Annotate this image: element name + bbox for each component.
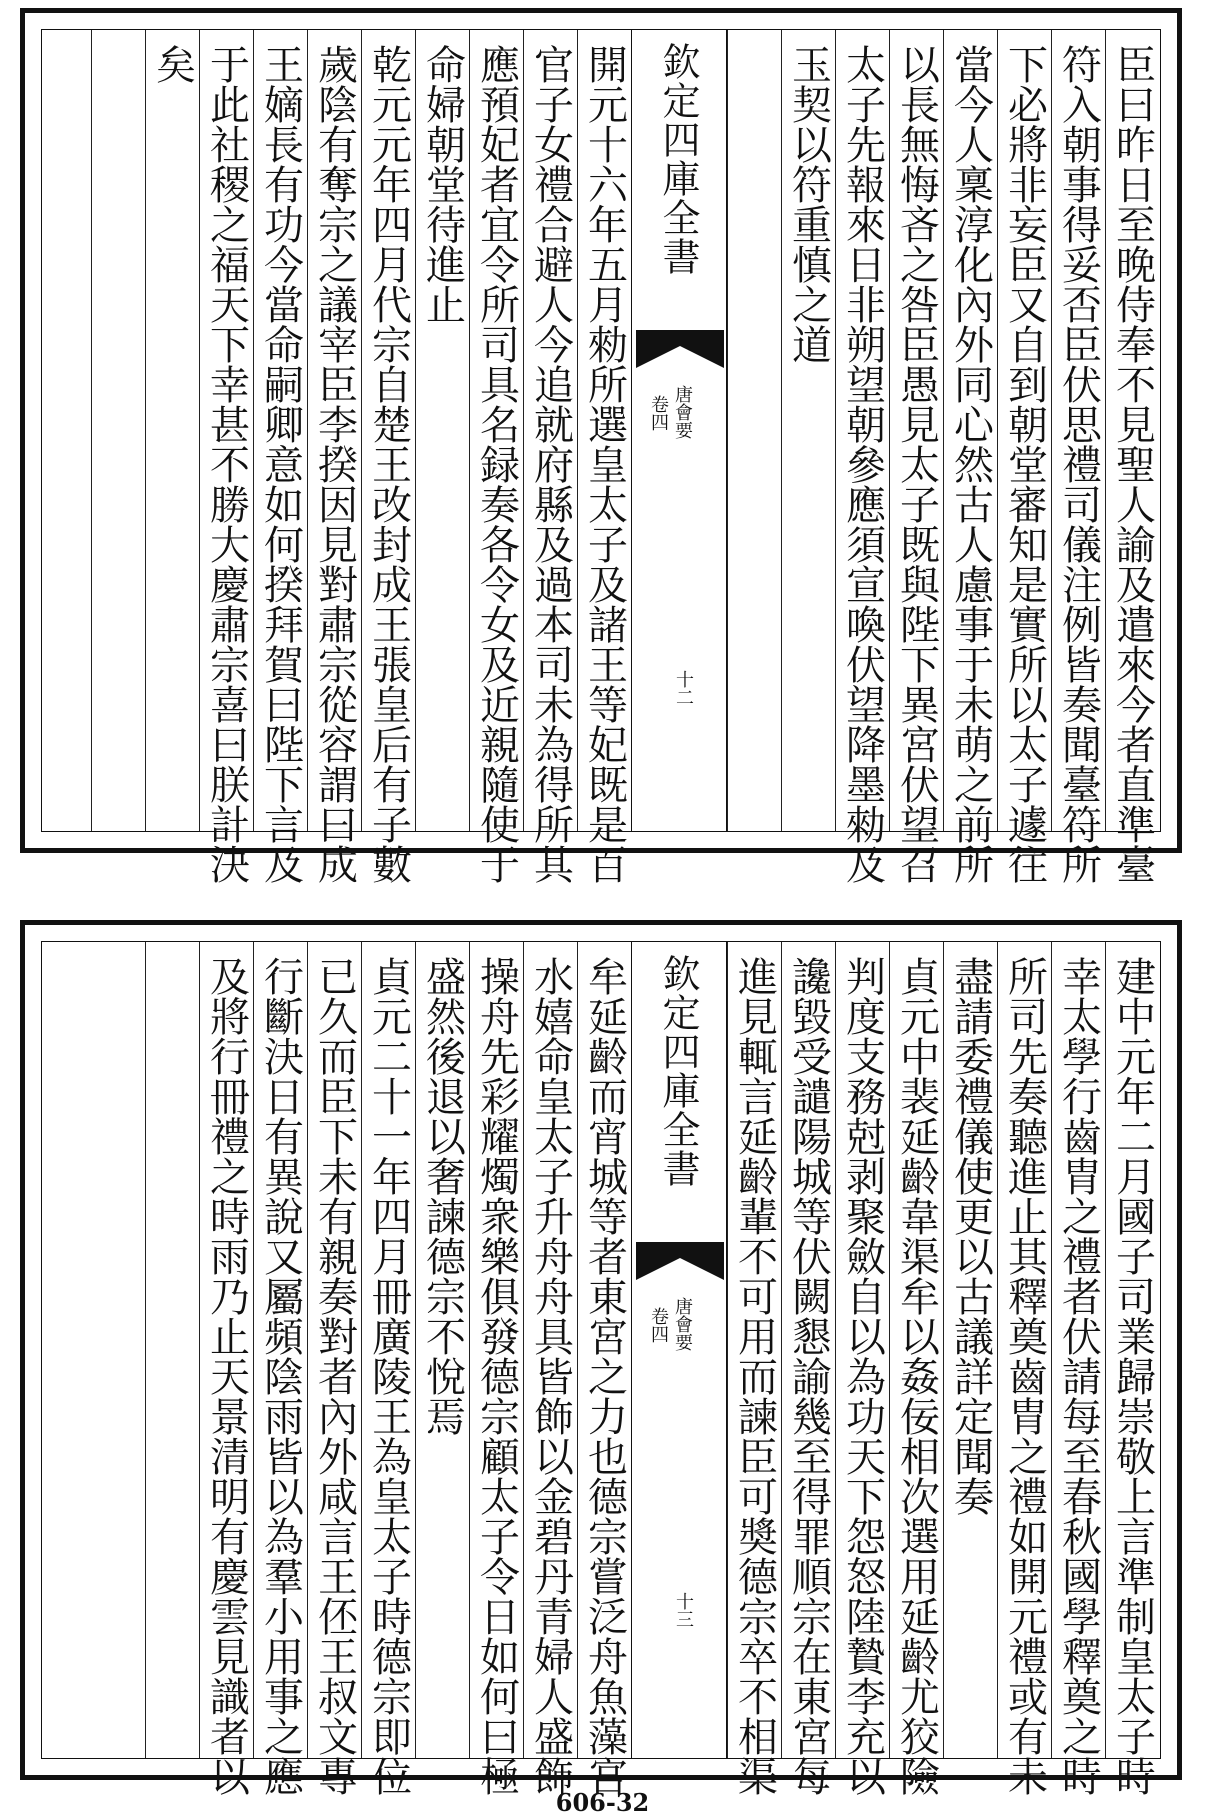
text-column: 建中元年二月國子司業歸崇敬上言準制皇太子時 [1105,942,1159,1758]
center-fold [631,30,727,831]
text-column: 開元十六年五月勑所選皇太子及諸王等妃既是百 [577,30,631,831]
text-column: 于此社稷之福天下幸甚不勝大慶肅宗喜曰朕計決 [199,30,253,831]
center-fold [631,942,727,1758]
text-column: 進見輒言延齡輩不可用而諫臣可奬德宗卒不相渠 [727,942,781,1758]
text-column: 矣 [145,30,199,831]
book-title: 欽定四庫全書 [656,954,700,1188]
book-subtitle: 唐會要 [672,385,693,439]
text-column: 行斷決日有異說又屬頻陰雨皆以為羣小用事之應 [253,942,307,1758]
fishtail-mark-icon [636,330,724,368]
text-column: 臣曰昨日至晚侍奉不見聖人諭及遣來今者直準臺 [1105,30,1159,831]
text-column: 王嫡長有功今當命嗣卿意如何揆拜賀曰陛下言及 [253,30,307,831]
text-column: 以長無悔吝之咎臣愚見太子既與陛下異宮伏望召 [889,30,943,831]
text-column: 貞元中裴延齡韋渠牟以姦佞相次選用延齡尤狡險 [889,942,943,1758]
text-column: 命婦朝堂待進止 [415,30,469,831]
bottom-page-frame [41,941,1161,1796]
text-column: 幸太學行齒胄之禮者伏請每至春秋國學釋奠之時 [1051,942,1105,1758]
text-column [91,30,145,831]
volume-label: 卷四 [648,1307,669,1343]
top-page [20,8,1182,884]
page-number: 606-32 [555,1788,650,1817]
text-column: 太子先報來日非朔望朝參應須宣喚伏望降墨勑及 [835,30,889,831]
text-column: 已久而臣下未有親奏對者內外咸言王伾王叔文專 [307,942,361,1758]
book-subtitle: 唐會要 [672,1297,693,1351]
text-column: 應預妃者宜令所司具名録奏各令女及近親隨使于 [469,30,523,831]
top-page-frame [41,29,1161,884]
text-column: 判度支務尅剥聚斂自以為功天下怨怒陸贄李充以 [835,942,889,1758]
bottom-page [20,920,1182,1796]
text-column: 水嬉命皇太子升舟舟具皆飾以金碧丹青婦人盛飾 [523,942,577,1758]
text-column: 歲陰有奪宗之議宰臣李揆因見對肅宗從容謂曰成 [307,30,361,831]
folio-number: 十三 [673,1592,694,1628]
fishtail-mark-icon [636,1242,724,1280]
text-column: 操舟先彩耀燭衆樂俱發德宗顧太子令日如何曰極 [469,942,523,1758]
text-column: 及將行冊禮之時雨乃止天景清明有慶雲見識者以 [199,942,253,1758]
text-column [727,30,781,831]
text-column: 下必將非妄臣又自到朝堂審知是實所以太子遽往 [997,30,1051,831]
text-column: 讒毀受譴陽城等伏闕懇諭幾至得罪順宗在東宮每 [781,942,835,1758]
volume-label: 卷四 [648,395,669,431]
book-title: 欽定四庫全書 [656,42,700,276]
text-column: 所司先奏聽進止其釋奠齒胄之禮如開元禮或有未 [997,942,1051,1758]
text-column: 盛然後退以奢諫德宗不悅焉 [415,942,469,1758]
folio-number: 十二 [673,670,694,706]
text-column: 玉契以符重慎之道 [781,30,835,831]
text-column [145,942,199,1758]
text-column: 官子女禮合避人今追就府縣及過本司未為得所其 [523,30,577,831]
text-column: 貞元二十一年四月冊廣陵王為皇太子時德宗即位 [361,942,415,1758]
text-column: 乾元元年四月代宗自楚王改封成王張皇后有子數 [361,30,415,831]
text-column: 盡請委禮儀使更以古議詳定聞奏 [943,942,997,1758]
text-column: 牟延齡而宵城等者東宮之力也德宗嘗泛舟魚藻宮 [577,942,631,1758]
text-column: 當今人稟淳化內外同心然古人慮事于未萌之前所 [943,30,997,831]
text-column: 符入朝事得妥否臣伏思禮司儀注例皆奏聞臺符所 [1051,30,1105,831]
